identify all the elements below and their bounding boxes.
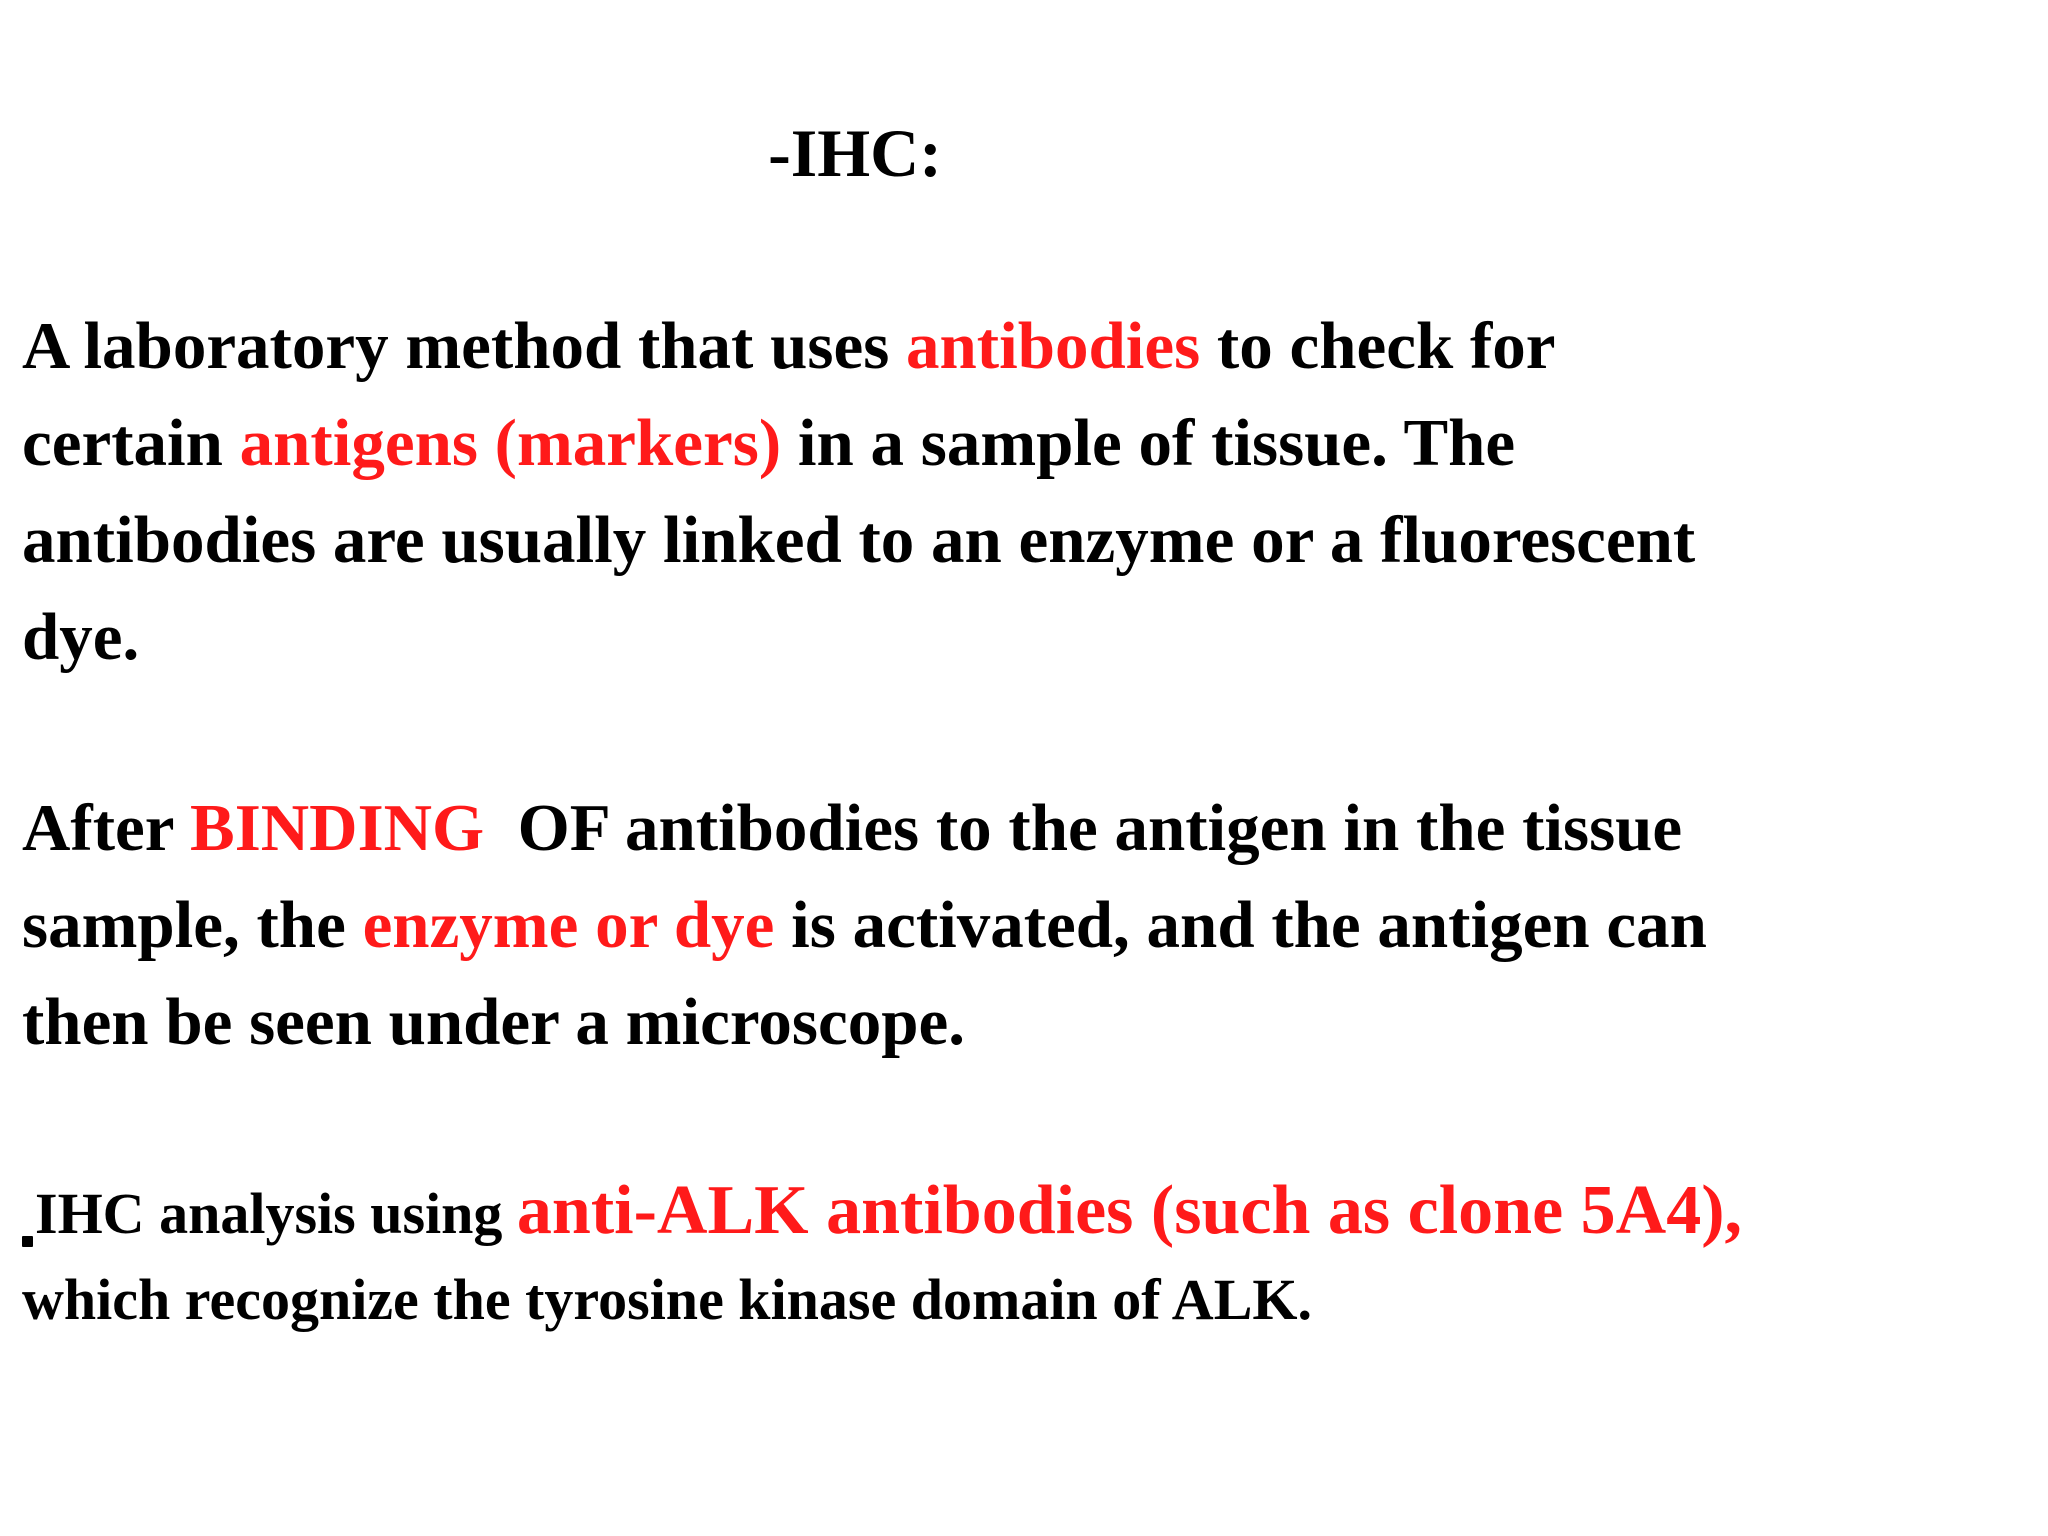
text-run: certain	[22, 406, 240, 480]
text-run: IHC analysis using	[35, 1181, 517, 1246]
text-run: sample, the	[22, 888, 363, 962]
paragraph-line: dye.	[22, 600, 140, 674]
paragraph-definition	[22, 298, 2032, 686]
text-run: in a sample of tissue. The	[781, 406, 1516, 480]
text-run: to check for	[1200, 309, 1556, 383]
text-run: After	[22, 791, 191, 865]
paragraph-binding	[22, 780, 2032, 1071]
paragraph-line	[22, 1168, 2032, 1257]
highlight-antibodies: antibodies	[906, 309, 1201, 383]
bullet-icon	[22, 1236, 33, 1247]
paragraph-alk	[22, 1168, 2032, 1343]
highlight-enzyme-dye: enzyme or dye	[362, 888, 775, 962]
paragraph-line: then be seen under a microscope.	[22, 985, 965, 1059]
highlight-binding: BINDING	[190, 791, 485, 865]
paragraph-line	[22, 780, 2032, 877]
highlight-antigens: antigens (markers)	[239, 406, 782, 480]
slide-title: -IHC:	[768, 115, 942, 191]
paragraph-line	[22, 877, 2032, 974]
paragraph-line: which recognize the tyrosine kinase domain of ALK.	[22, 1267, 1312, 1332]
text-run: A laboratory method that uses	[22, 309, 907, 383]
paragraph-line: antibodies are usually linked to an enzyme or a fluorescent	[22, 503, 1696, 577]
paragraph-line	[22, 298, 2032, 395]
text-run: is activated, and the antigen can	[774, 888, 1707, 962]
highlight-anti-alk: anti-ALK antibodies (such as clone 5A4),	[516, 1172, 1743, 1249]
paragraph-line	[22, 395, 2032, 492]
text-run: OF antibodies to the antigen in the tissue	[484, 791, 1683, 865]
